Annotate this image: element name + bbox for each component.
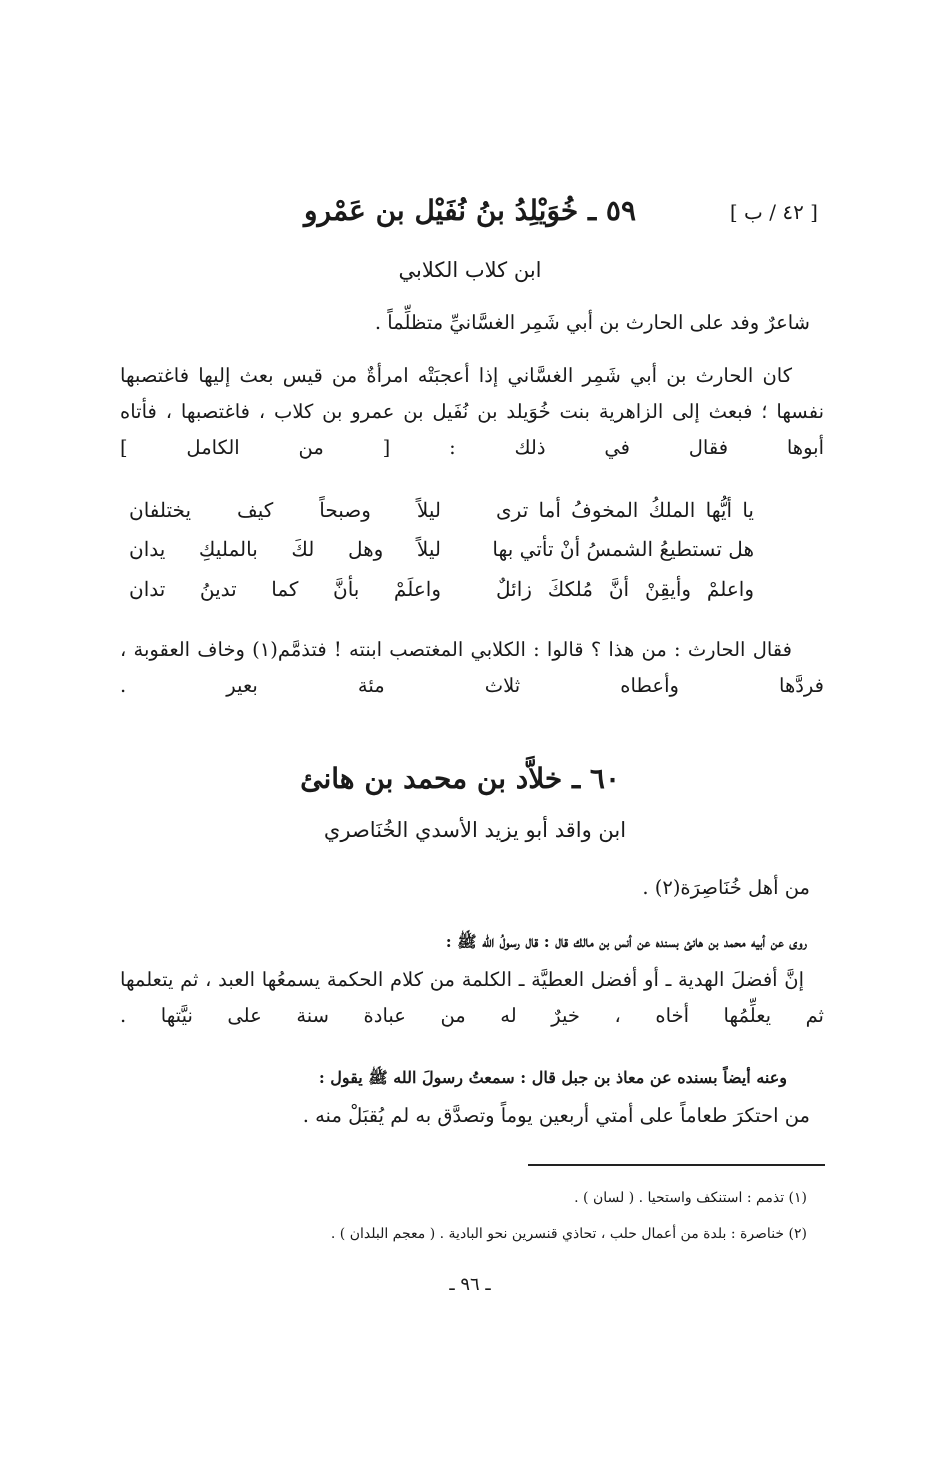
isnad-2: وعنه أيضاً بسنده عن معاذ بن جبل قال : سمعتُ رسولَ الله ﷺ يقول :	[318, 1068, 787, 1087]
hadith-1: إنَّ أفضلَ الهدية ـ أو أفضل العطيَّة ـ الكلمة من كلام الحكمة يسمعُها العبد ، ثم يتعلمها ثم يعلِّمُها أخاه ، خيرٌ له من عبادة سنة على نيَّتها .	[120, 968, 824, 1027]
entry-59-lineage: ابن كلاب الكلابي	[398, 258, 542, 282]
page-number: ـ ٩٦ ـ	[449, 1274, 491, 1295]
footnote-2: (٢) خناصرة : بلدة من أعمال حلب ، تحاذي قنسرين نحو البادية . ( معجم البلدان ) .	[330, 1226, 807, 1242]
footnote-1: (١) تذمم : استنكف واستحيا . ( لسان ) .	[574, 1190, 807, 1206]
poem-verse-3-second: واعلَمْ بأنَّ كما تدينُ تدان	[129, 577, 441, 601]
poem-verse-1-second: ليلاً وصبحاً كيف يختلفان	[129, 498, 441, 522]
poem-verse-1-first: يا أيُّها الملكُ المخوفُ أما ترى	[496, 498, 754, 522]
entry-59-story: كان الحارث بن أبي شَمِر الغسَّاني إذا أعجبَتْه امرأةٌ من قيس بعث إليها فاغتصبها نفسها ؛ فبعث إلى الزاهرية بنت خُوَيلد بن نُفَيل بن عمرو بن كلاب ، فاغتصبها ، فأتاه أبوها فقال في ذلك : [ من الكامل ]	[120, 364, 824, 459]
entry-60-title: ٦٠ ـ خلاَّد بن محمد بن هانئ	[300, 762, 620, 795]
poem-verse-2-first: هل تستطيعُ الشمسُ أنْ تأتي بها	[492, 537, 754, 561]
isnad-1: روى عن أبيه محمد بن هانئ بسنده عن أنس بن مالك قال : قال رسولُ الله ﷺ :	[445, 932, 807, 951]
poem-verse-3-first: واعلمْ وأيقِنْ أنَّ مُلككَ زائلٌ	[496, 577, 754, 601]
poem-verse-2-second: ليلاً وهل لكَ بالمليكِ يدان	[129, 537, 441, 561]
footnote-separator	[528, 1164, 825, 1166]
entry-60-lineage: ابن واقد أبو يزيد الأسدي الخُنَاصري	[323, 818, 627, 842]
folio-reference: [ ٤٢ / ب ]	[729, 200, 818, 224]
hadith-2: من احتكرَ طعاماً على أمتي أربعين يوماً وتصدَّق به لم يُقبَلْ منه .	[302, 1104, 810, 1127]
entry-59-title: ٥٩ ـ خُوَيْلِدُ بنُ نُفَيْل بن عَمْرو	[304, 194, 636, 227]
entry-60-origin: من أهل خُنَاصِرَة(٢) .	[642, 876, 810, 899]
entry-59-intro: شاعرٌ وفد على الحارث بن أبي شَمِر الغسَّانيِّ متظلِّماً .	[374, 311, 810, 334]
entry-59-outcome: فقال الحارث : من هذا ؟ قالوا : الكلابي المغتصب ابنته ! فتذمَّم(١) وخاف العقوبة ، فردَّها وأعطاه ثلاث مئة بعير .	[120, 638, 824, 697]
